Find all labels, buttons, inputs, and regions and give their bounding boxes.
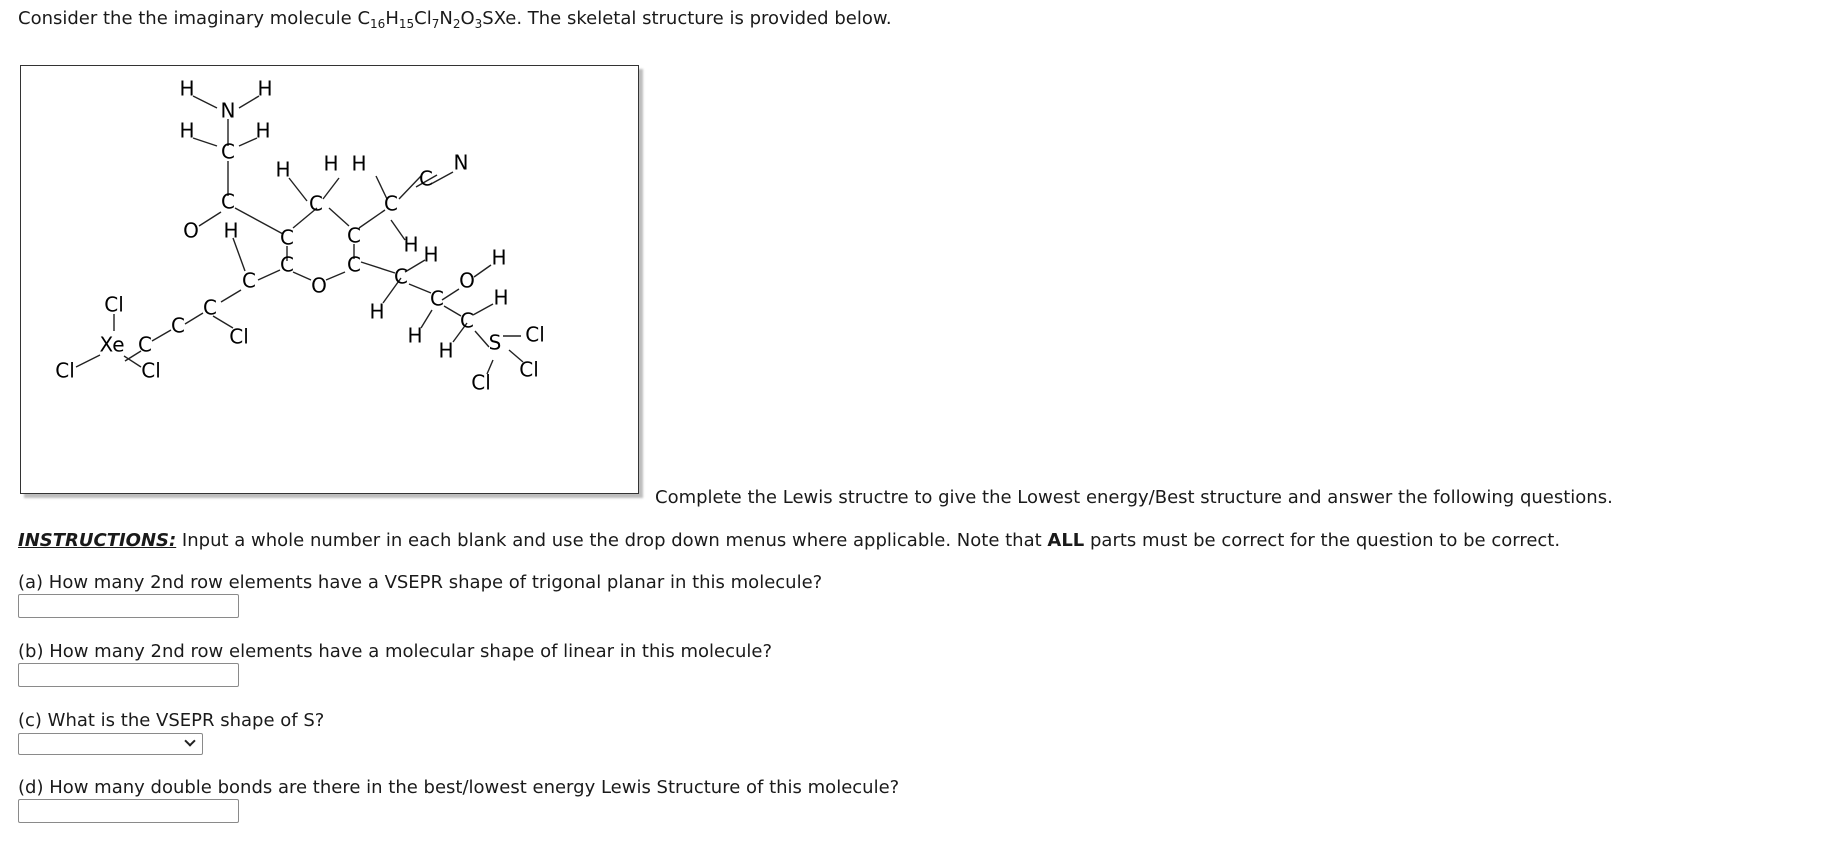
atom-n: N [220, 98, 236, 123]
intro-prefix: Consider the the imaginary molecule [18, 8, 358, 29]
atom-h-r2: H [323, 151, 339, 176]
instructions-label: INSTRUCTIONS: [18, 530, 177, 551]
atom-s: S [488, 330, 502, 355]
atom-cl-x3: Cl [141, 358, 161, 383]
atom-h-r3: H [351, 151, 367, 176]
formula-element: N [439, 8, 453, 29]
atom-c-r4: C [280, 252, 294, 277]
atom-h-rr1: H [423, 242, 439, 267]
atom-cl-s2: Cl [519, 357, 539, 382]
formula-subscript: 2 [452, 17, 461, 31]
chevron-down-icon [184, 735, 195, 746]
question-b-label: (b) How many 2nd row elements have a molecular shape of linear in this molecule? [18, 641, 773, 662]
atom-n-nitrile: N [453, 150, 469, 175]
atom-h-rr4: H [493, 285, 509, 310]
atom-h-rr3: H [407, 323, 423, 348]
atom-c-l1: C [242, 268, 256, 293]
question-b-input[interactable] [18, 663, 239, 687]
atom-h-n2: H [257, 76, 273, 101]
atom-c-r1: C [309, 191, 323, 216]
atom-c-rr1: C [394, 264, 408, 289]
atom-c-r3: C [347, 223, 361, 248]
atom-h-rr5: H [438, 338, 454, 363]
instructions-emphasis: ALL [1047, 530, 1085, 551]
complete-lewis-text: Complete the Lewis structre to give the Lowest energy/Best structure and answer the following questions. [655, 487, 1613, 508]
instructions-text-after: parts must be correct for the question to be correct. [1084, 530, 1561, 551]
atom-h-left: H [223, 218, 239, 243]
atom-c-top: C [221, 139, 235, 164]
formula-subscript: 16 [370, 17, 386, 31]
instructions-text-before: Input a whole number in each blank and use the drop down menus where applicable. Note that [176, 530, 1048, 551]
atom-o-oh: O [459, 268, 475, 293]
question-d-input[interactable] [18, 799, 239, 823]
formula-element: O [460, 8, 475, 29]
formula-element: C [357, 8, 371, 29]
formula-subscript: 3 [474, 17, 483, 31]
formula-subscript: 7 [431, 17, 440, 31]
atom-c-l4: C [138, 332, 152, 357]
question-a-input[interactable] [18, 594, 239, 618]
atom-c-nitrile: C [419, 166, 433, 191]
formula-subscript: 15 [398, 17, 415, 31]
atom-c-l3: C [171, 313, 185, 338]
question-c-label: (c) What is the VSEPR shape of S? [18, 710, 325, 731]
formula-element: SXe [482, 8, 517, 29]
atom-h-r1: H [275, 157, 291, 182]
atom-o-carbonyl: O [183, 218, 199, 243]
instructions [18, 530, 1560, 551]
atom-cl-x1: Cl [104, 292, 124, 317]
atom-c-rr2: C [430, 286, 444, 311]
atom-c-chain: C [384, 191, 398, 216]
atom-h-n1: H [179, 76, 195, 101]
atom-c-rr3: C [460, 308, 474, 333]
atom-c-l2: C [203, 295, 217, 320]
atom-xe: Xe [99, 332, 125, 357]
molecular-formula [357, 8, 516, 29]
atom-h-c2: H [255, 118, 271, 143]
skeletal-structure-figure [20, 65, 639, 494]
atom-o-ring: O [311, 273, 327, 298]
skeletal-structure-diagram [21, 66, 638, 493]
atom-cl-x2: Cl [55, 358, 75, 383]
atom-c-r5: C [347, 252, 361, 277]
formula-element: H [385, 8, 399, 29]
atom-h-oh: H [491, 245, 507, 270]
formula-element: Cl [414, 8, 432, 29]
question-intro [18, 8, 892, 29]
atom-h-chain: H [403, 232, 419, 257]
atom-cl-l2: Cl [229, 324, 249, 349]
atom-cl-s3: Cl [471, 370, 491, 395]
atom-h-rr2: H [369, 299, 385, 324]
intro-suffix: . The skeletal structure is provided below. [516, 8, 892, 29]
question-c-dropdown[interactable] [18, 733, 203, 755]
atom-c-r2: C [280, 225, 294, 250]
atom-h-c1: H [179, 118, 195, 143]
atoms [55, 77, 545, 395]
atom-c-carbonyl: C [221, 189, 235, 214]
atom-cl-s1: Cl [525, 322, 545, 347]
question-a-label: (a) How many 2nd row elements have a VSEPR shape of trigonal planar in this molecule? [18, 572, 823, 593]
question-d-label: (d) How many double bonds are there in the best/lowest energy Lewis Structure of this molecule? [18, 777, 900, 798]
